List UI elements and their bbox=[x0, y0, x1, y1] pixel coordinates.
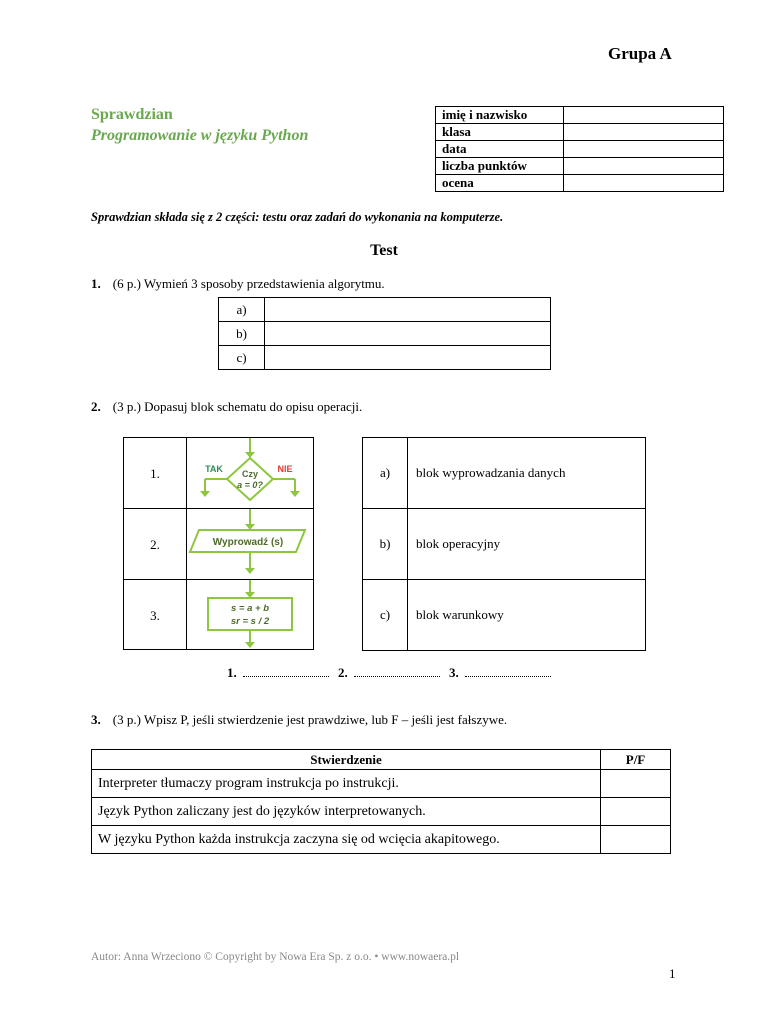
decision-text-line1: Czy bbox=[241, 469, 259, 479]
group-label: Grupa A bbox=[608, 44, 672, 63]
header-statement: Stwierdzenie bbox=[92, 750, 601, 770]
answer-label-3: 3. bbox=[449, 665, 459, 680]
matching-answers bbox=[227, 665, 557, 681]
student-info-table bbox=[435, 106, 724, 192]
answer-label-2: 2. bbox=[338, 665, 348, 680]
header-pf: P/F bbox=[601, 750, 671, 770]
decision-no-label: NIE bbox=[277, 464, 293, 474]
page-subtitle: Programowanie w języku Python bbox=[91, 127, 309, 144]
info-field-name[interactable] bbox=[564, 107, 724, 124]
info-label-class: klasa bbox=[436, 124, 564, 141]
decision-text-line2: a = 0? bbox=[237, 480, 263, 490]
statement-3: W języku Python każda instrukcja zaczyna się od wcięcia akapitowego. bbox=[92, 826, 601, 854]
statement-1: Interpreter tłumaczy program instrukcja po instrukcji. bbox=[92, 770, 601, 798]
info-label-points: liczba punktów bbox=[436, 158, 564, 175]
question-1-text: (6 p.) Wymień 3 sposoby przedstawienia algorytmu. bbox=[112, 276, 385, 291]
decision-block bbox=[200, 438, 300, 500]
info-label-date: data bbox=[436, 141, 564, 158]
matching-blank-1[interactable] bbox=[243, 666, 329, 677]
intro-text: Sprawdzian składa się z 2 części: testu oraz zadań do wykonania na komputerze. bbox=[91, 210, 504, 224]
output-block-text: Wyprowadź (s) bbox=[212, 537, 284, 548]
answer-field-c[interactable] bbox=[265, 346, 551, 370]
answer-field-a[interactable] bbox=[265, 298, 551, 322]
question-3 bbox=[91, 712, 507, 728]
flowchart-blocks-table bbox=[123, 437, 314, 650]
operation-block bbox=[208, 580, 292, 648]
table-row bbox=[92, 826, 671, 854]
desc-letter-a: a) bbox=[363, 438, 408, 509]
question-2 bbox=[91, 399, 362, 415]
decision-yes-label: TAK bbox=[205, 464, 223, 474]
block-number-3: 3. bbox=[150, 608, 160, 623]
matching-blank-2[interactable] bbox=[354, 666, 440, 677]
pf-field-1[interactable] bbox=[601, 770, 671, 798]
answer-field-b[interactable] bbox=[265, 322, 551, 346]
question-2-number: 2. bbox=[91, 399, 101, 414]
info-field-points[interactable] bbox=[564, 158, 724, 175]
desc-text-b: blok operacyjny bbox=[408, 509, 646, 580]
flowchart-diagram bbox=[187, 438, 313, 649]
answer-label-a: a) bbox=[219, 298, 265, 322]
answer-label-c: c) bbox=[219, 346, 265, 370]
pf-field-2[interactable] bbox=[601, 798, 671, 826]
question-2-text: (3 p.) Dopasuj blok schematu do opisu operacji. bbox=[112, 399, 363, 414]
question-1 bbox=[91, 276, 385, 292]
test-heading: Test bbox=[370, 242, 398, 259]
info-label-name: imię i nazwisko bbox=[436, 107, 564, 124]
true-false-table bbox=[91, 749, 671, 854]
desc-text-c: blok warunkowy bbox=[408, 580, 646, 651]
page-number: 1 bbox=[669, 966, 676, 981]
answer-label-b: b) bbox=[219, 322, 265, 346]
question-3-number: 3. bbox=[91, 712, 101, 727]
operation-line-1: s = a + b bbox=[230, 603, 270, 614]
output-block bbox=[190, 509, 305, 574]
table-row bbox=[92, 798, 671, 826]
matching-blank-3[interactable] bbox=[465, 666, 551, 677]
page-title: Sprawdzian bbox=[91, 106, 173, 123]
table-row bbox=[92, 770, 671, 798]
desc-text-a: blok wyprowadzania danych bbox=[408, 438, 646, 509]
question-1-number: 1. bbox=[91, 276, 101, 291]
info-field-grade[interactable] bbox=[564, 175, 724, 192]
operation-line-2: sr = s / 2 bbox=[230, 616, 270, 627]
block-descriptions-table bbox=[362, 437, 646, 651]
statement-2: Język Python zaliczany jest do języków interpretowanych. bbox=[92, 798, 601, 826]
footer-copyright: Autor: Anna Wrzeciono © Copyright by Nowa Era Sp. z o.o. • www.nowaera.pl bbox=[91, 951, 460, 963]
desc-letter-c: c) bbox=[363, 580, 408, 651]
question-1-answer-table bbox=[218, 297, 551, 370]
info-field-class[interactable] bbox=[564, 124, 724, 141]
block-number-2: 2. bbox=[150, 537, 160, 552]
block-number-1: 1. bbox=[150, 466, 160, 481]
question-3-text: (3 p.) Wpisz P, jeśli stwierdzenie jest prawdziwe, lub F – jeśli jest fałszywe. bbox=[112, 712, 508, 727]
info-field-date[interactable] bbox=[564, 141, 724, 158]
info-label-grade: ocena bbox=[436, 175, 564, 192]
desc-letter-b: b) bbox=[363, 509, 408, 580]
answer-label-1: 1. bbox=[227, 665, 237, 680]
pf-field-3[interactable] bbox=[601, 826, 671, 854]
